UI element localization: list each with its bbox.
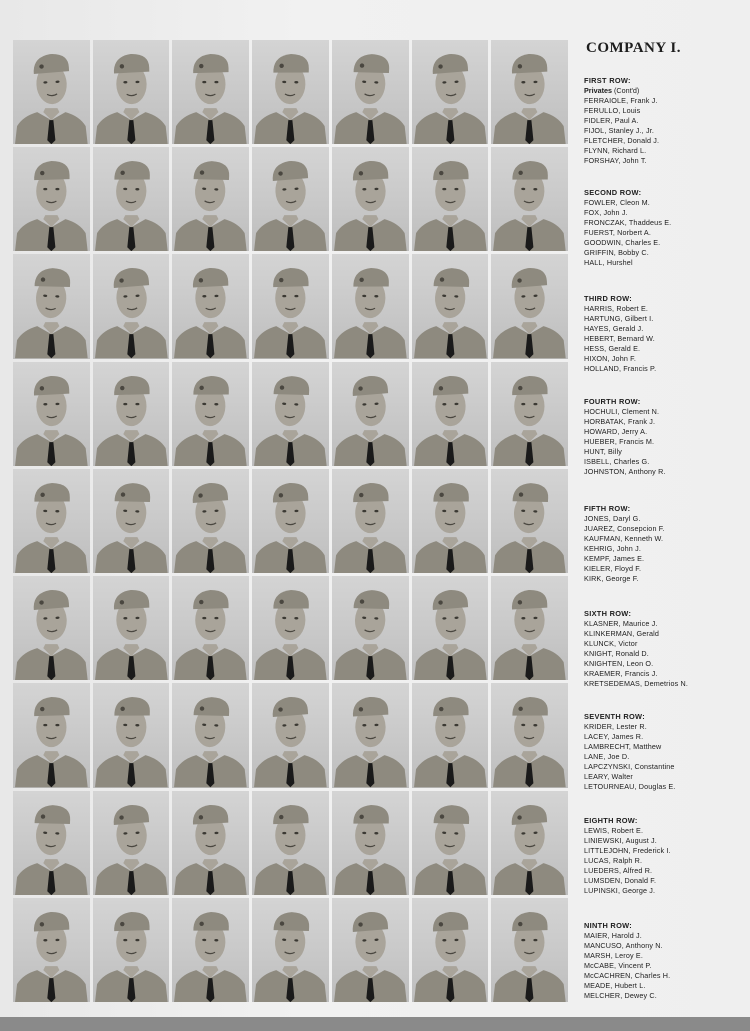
soldier-portrait <box>93 362 170 466</box>
soldier-portrait <box>93 576 170 680</box>
roster-column <box>584 40 744 1000</box>
portrait-figure <box>13 683 90 787</box>
portrait-figure <box>172 469 249 573</box>
portrait-figure <box>332 254 409 358</box>
portrait-figure <box>93 576 170 680</box>
portrait-figure <box>491 254 568 358</box>
soldier-portrait <box>332 683 409 787</box>
soldier-portrait <box>93 40 170 144</box>
soldier-name: LUEDERS, Alfred R. <box>584 866 653 875</box>
soldier-portrait <box>13 362 90 466</box>
portrait-figure <box>252 576 329 680</box>
soldier-name: LITTLEJOHN, Frederick I. <box>584 846 671 855</box>
soldier-name: KLUNCK, Victor <box>584 639 638 648</box>
soldier-portrait <box>252 362 329 466</box>
soldier-name: KRETSEDEMAS, Demetrios N. <box>584 679 688 688</box>
portrait-figure <box>13 362 90 466</box>
soldier-portrait <box>252 40 329 144</box>
soldier-portrait <box>13 683 90 787</box>
soldier-portrait <box>332 147 409 251</box>
soldier-portrait <box>172 469 249 573</box>
soldier-portrait <box>13 791 90 895</box>
soldier-name: FRONCZAK, Thaddeus E. <box>584 218 672 227</box>
row-heading: SIXTH ROW: <box>584 609 632 618</box>
portrait-figure <box>172 683 249 787</box>
soldier-portrait <box>332 576 409 680</box>
portrait-figure <box>412 576 489 680</box>
portrait-figure <box>491 576 568 680</box>
soldier-portrait <box>491 791 568 895</box>
soldier-portrait <box>172 576 249 680</box>
soldier-name: LINIEWSKI, August J. <box>584 836 657 845</box>
soldier-name: KLINKERMAN, Gerald <box>584 629 659 638</box>
row-heading: NINTH ROW: <box>584 921 633 930</box>
soldier-portrait <box>13 40 90 144</box>
page-bottom-edge <box>0 1017 750 1031</box>
soldier-name: MELCHER, Dewey C. <box>584 991 657 1000</box>
portrait-grid <box>13 40 568 1002</box>
roster-row-block <box>584 294 744 374</box>
soldier-name: LAPCZYNSKI, Constantine <box>584 762 675 771</box>
soldier-portrait <box>13 898 90 1002</box>
portrait-figure <box>412 898 489 1002</box>
portrait-figure <box>13 147 90 251</box>
soldier-name: KIRK, George F. <box>584 574 639 583</box>
soldier-portrait <box>412 254 489 358</box>
soldier-portrait <box>412 362 489 466</box>
roster-row-block <box>584 816 744 896</box>
portrait-figure <box>332 576 409 680</box>
portrait-figure <box>412 469 489 573</box>
soldier-portrait <box>172 362 249 466</box>
portrait-figure <box>332 40 409 144</box>
soldier-portrait <box>13 469 90 573</box>
soldier-portrait <box>93 469 170 573</box>
soldier-portrait <box>412 576 489 680</box>
soldier-name: MAIER, Harold J. <box>584 931 642 940</box>
soldier-name: HAYES, Gerald J. <box>584 324 644 333</box>
portrait-figure <box>332 147 409 251</box>
soldier-portrait <box>252 791 329 895</box>
soldier-name: FIDLER, Paul A. <box>584 116 639 125</box>
soldier-portrait <box>252 254 329 358</box>
soldier-portrait <box>412 898 489 1002</box>
soldier-name: HUEBER, Francis M. <box>584 437 655 446</box>
portrait-figure <box>412 362 489 466</box>
roster-row-block <box>584 921 744 1001</box>
portrait-figure <box>93 469 170 573</box>
soldier-name: MARSH, Leroy E. <box>584 951 643 960</box>
soldier-name: HARTUNG, Gilbert I. <box>584 314 654 323</box>
soldier-portrait <box>93 898 170 1002</box>
soldier-name: LUCAS, Ralph R. <box>584 856 643 865</box>
soldier-portrait <box>252 898 329 1002</box>
soldier-portrait <box>412 469 489 573</box>
portrait-figure <box>491 362 568 466</box>
soldier-name: ISBELL, Charles G. <box>584 457 650 466</box>
soldier-portrait <box>172 40 249 144</box>
soldier-portrait <box>252 469 329 573</box>
soldier-portrait <box>172 254 249 358</box>
row-heading: FIFTH ROW: <box>584 504 631 513</box>
soldier-name: HESS, Gerald E. <box>584 344 641 353</box>
soldier-name: LACEY, James R. <box>584 732 644 741</box>
soldier-portrait <box>332 469 409 573</box>
soldier-portrait <box>172 683 249 787</box>
soldier-name: JONES, Daryl G. <box>584 514 641 523</box>
portrait-figure <box>252 147 329 251</box>
portrait-figure <box>491 147 568 251</box>
portrait-figure <box>252 469 329 573</box>
portrait-figure <box>172 576 249 680</box>
portrait-figure <box>332 683 409 787</box>
soldier-portrait <box>412 40 489 144</box>
portrait-figure <box>252 898 329 1002</box>
roster-row-block <box>584 504 744 584</box>
soldier-name: KRIDER, Lester R. <box>584 722 647 731</box>
soldier-portrait <box>491 254 568 358</box>
roster-row-block <box>584 712 744 792</box>
row-heading: FIRST ROW: <box>584 76 631 85</box>
soldier-name: KAUFMAN, Kenneth W. <box>584 534 664 543</box>
soldier-name: FIJOL, Stanley J., Jr. <box>584 126 655 135</box>
soldier-name: FUERST, Norbert A. <box>584 228 652 237</box>
soldier-portrait <box>172 898 249 1002</box>
portrait-figure <box>93 362 170 466</box>
portrait-figure <box>332 791 409 895</box>
portrait-figure <box>252 40 329 144</box>
portrait-figure <box>491 791 568 895</box>
soldier-portrait <box>172 147 249 251</box>
soldier-name: FORSHAY, John T. <box>584 156 647 165</box>
soldier-name: FERRAIOLE, Frank J. <box>584 96 658 105</box>
roster-row-block <box>584 76 744 166</box>
soldier-name: McCACHREN, Charles H. <box>584 971 671 980</box>
portrait-figure <box>13 898 90 1002</box>
portrait-figure <box>172 147 249 251</box>
soldier-portrait <box>252 683 329 787</box>
soldier-portrait <box>412 791 489 895</box>
soldier-portrait <box>491 683 568 787</box>
soldier-name: KEHRIG, John J. <box>584 544 641 553</box>
soldier-name: FLETCHER, Donald J. <box>584 136 660 145</box>
soldier-portrait <box>491 576 568 680</box>
soldier-portrait <box>491 898 568 1002</box>
rank-label: Privates <box>584 86 612 95</box>
soldier-name: FERULLO, Louis <box>584 106 641 115</box>
row-heading: SEVENTH ROW: <box>584 712 645 721</box>
soldier-name: MEADE, Hubert L. <box>584 981 646 990</box>
soldier-name: KLASNER, Maurice J. <box>584 619 658 628</box>
soldier-portrait <box>412 683 489 787</box>
portrait-figure <box>491 898 568 1002</box>
portrait-figure <box>491 469 568 573</box>
portrait-figure <box>252 254 329 358</box>
portrait-figure <box>172 791 249 895</box>
soldier-portrait <box>412 147 489 251</box>
soldier-name: KIELER, Floyd F. <box>584 564 642 573</box>
soldier-portrait <box>172 791 249 895</box>
soldier-name: GRIFFIN, Bobby C. <box>584 248 649 257</box>
portrait-figure <box>252 683 329 787</box>
soldier-name: FLYNN, Richard L. <box>584 146 647 155</box>
portrait-figure <box>332 362 409 466</box>
portrait-figure <box>93 898 170 1002</box>
portrait-figure <box>491 40 568 144</box>
row-heading: EIGHTH ROW: <box>584 816 638 825</box>
soldier-portrait <box>332 791 409 895</box>
portrait-figure <box>13 791 90 895</box>
portrait-figure <box>13 469 90 573</box>
company-title: COMPANY I. <box>586 40 681 56</box>
portrait-figure <box>172 898 249 1002</box>
portrait-figure <box>93 254 170 358</box>
row-heading: SECOND ROW: <box>584 188 642 197</box>
soldier-portrait <box>332 40 409 144</box>
soldier-name: LUMSDEN, Donald F. <box>584 876 657 885</box>
soldier-portrait <box>332 898 409 1002</box>
soldier-name: HARRIS, Robert E. <box>584 304 649 313</box>
soldier-name: JOHNSTON, Anthony R. <box>584 467 666 476</box>
portrait-figure <box>13 254 90 358</box>
soldier-portrait <box>93 683 170 787</box>
soldier-name: HOWARD, Jerry A. <box>584 427 648 436</box>
soldier-name: KRAEMER, Francis J. <box>584 669 658 678</box>
row-heading: THIRD ROW: <box>584 294 633 303</box>
soldier-name: JUAREZ, Consepcion F. <box>584 524 665 533</box>
soldier-portrait <box>93 147 170 251</box>
soldier-portrait <box>252 576 329 680</box>
soldier-portrait <box>491 147 568 251</box>
soldier-name: LUPINSKI, George J. <box>584 886 656 895</box>
soldier-name: KNIGHTEN, Leon O. <box>584 659 654 668</box>
soldier-name: HALL, Hurshel <box>584 258 633 267</box>
portrait-figure <box>412 40 489 144</box>
soldier-name: LEWIS, Robert E. <box>584 826 644 835</box>
soldier-portrait <box>491 40 568 144</box>
portrait-figure <box>491 683 568 787</box>
portrait-figure <box>93 683 170 787</box>
soldier-name: LEARY, Walter <box>584 772 633 781</box>
portrait-figure <box>172 254 249 358</box>
portrait-figure <box>252 791 329 895</box>
soldier-portrait <box>332 362 409 466</box>
soldier-name: HUNT, Billy <box>584 447 622 456</box>
soldier-name: LAMBRECHT, Matthew <box>584 742 662 751</box>
soldier-portrait <box>491 362 568 466</box>
soldier-portrait <box>332 254 409 358</box>
soldier-portrait <box>491 469 568 573</box>
soldier-name: McCABE, Vincent P. <box>584 961 652 970</box>
soldier-portrait <box>13 576 90 680</box>
portrait-figure <box>93 40 170 144</box>
row-heading: FOURTH ROW: <box>584 397 641 406</box>
portrait-figure <box>412 683 489 787</box>
roster-row-block <box>584 609 744 689</box>
soldier-portrait <box>93 791 170 895</box>
roster-row-block <box>584 188 744 268</box>
portrait-figure <box>332 469 409 573</box>
soldier-portrait <box>252 147 329 251</box>
portrait-figure <box>172 40 249 144</box>
soldier-name: GOODWIN, Charles E. <box>584 238 661 247</box>
soldier-portrait <box>93 254 170 358</box>
soldier-name: HIXON, John F. <box>584 354 637 363</box>
roster-row-block <box>584 397 744 477</box>
soldier-portrait <box>13 147 90 251</box>
portrait-figure <box>412 791 489 895</box>
soldier-portrait <box>13 254 90 358</box>
soldier-name: MANCUSO, Anthony N. <box>584 941 663 950</box>
portrait-figure <box>412 147 489 251</box>
rank-note: (Cont'd) <box>613 86 640 95</box>
portrait-figure <box>332 898 409 1002</box>
soldier-name: FOX, John J. <box>584 208 628 217</box>
portrait-figure <box>172 362 249 466</box>
portrait-figure <box>93 791 170 895</box>
portrait-figure <box>412 254 489 358</box>
portrait-figure <box>13 576 90 680</box>
portrait-figure <box>93 147 170 251</box>
portrait-figure <box>252 362 329 466</box>
portrait-figure <box>13 40 90 144</box>
soldier-name: HEBERT, Bernard W. <box>584 334 655 343</box>
soldier-name: KEMPF, James E. <box>584 554 645 563</box>
soldier-name: HOLLAND, Francis P. <box>584 364 657 373</box>
soldier-name: HOCHULI, Clement N. <box>584 407 660 416</box>
soldier-name: FOWLER, Cleon M. <box>584 198 650 207</box>
soldier-name: KNIGHT, Ronald D. <box>584 649 649 658</box>
soldier-name: LANE, Joe D. <box>584 752 630 761</box>
soldier-name: HORBATAK, Frank J. <box>584 417 656 426</box>
rank-subheading <box>584 86 744 96</box>
soldier-name: LETOURNEAU, Douglas E. <box>584 782 676 791</box>
